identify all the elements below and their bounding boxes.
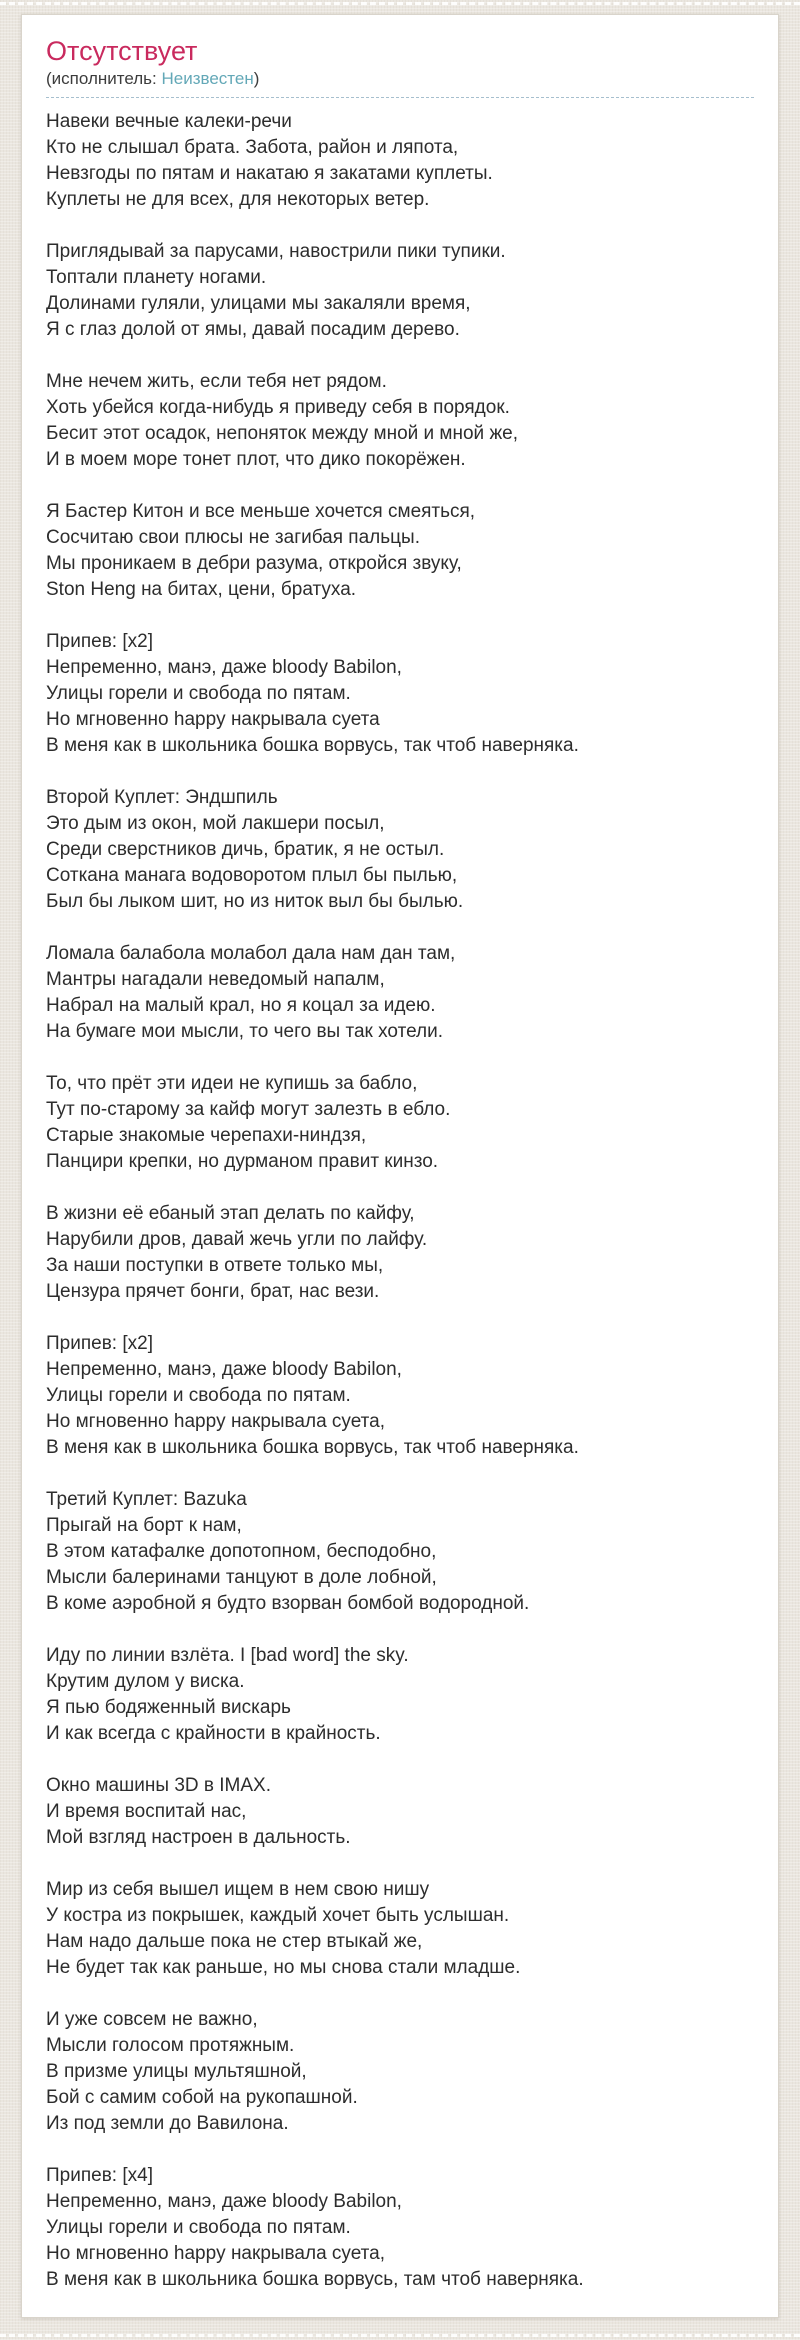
lyrics-line: Невзгоды по пятам и накатаю я закатами куплеты.	[46, 163, 493, 184]
lyrics-line: То, что прёт эти идеи не купишь за бабло,	[46, 1073, 418, 1094]
lyrics-line: Бесит этот осадок, непоняток между мной и мной же,	[46, 423, 518, 444]
lyrics-line: Тут по-старому за кайф могут залезть в ебло.	[46, 1099, 451, 1120]
lyrics-line: Среди сверстников дичь, братик, я не остыл.	[46, 839, 445, 860]
lyrics-line: Это дым из окон, мой лакшери посыл,	[46, 813, 385, 834]
stanza	[46, 785, 754, 915]
stanza	[46, 629, 754, 759]
stanza	[46, 941, 754, 1045]
stanza	[46, 239, 754, 343]
lyrics-line: В меня как в школьника бошка ворвусь, там чтоб наверняка.	[46, 2269, 584, 2290]
lyrics-line: Приглядывай за парусами, навострили пики тупики.	[46, 241, 506, 262]
lyrics-line: Мой взгляд настроен в дальность.	[46, 1827, 351, 1848]
stanza	[46, 1331, 754, 1461]
stanza	[46, 499, 754, 603]
page-bottom-perforation	[0, 2334, 800, 2337]
page-top-perforation	[0, 2, 800, 5]
stanza	[46, 1877, 754, 1981]
lyrics-line: Топтали планету ногами.	[46, 267, 267, 288]
lyrics-line: Нарубили дров, давай жечь угли по лайфу.	[46, 1229, 428, 1250]
lyrics-line: И время воспитай нас,	[46, 1801, 247, 1822]
lyrics-line: Ломала балабола молабол дала нам дан там,	[46, 943, 456, 964]
lyrics-line: Был бы лыком шит, но из ниток выл бы былью.	[46, 891, 464, 912]
stanza	[46, 369, 754, 473]
lyrics-line: В жизни её ебаный этап делать по кайфу,	[46, 1203, 415, 1224]
stanza	[46, 1773, 754, 1851]
lyrics-line: Непременно, манэ, даже bloody Babilon,	[46, 1359, 402, 1380]
lyrics-line: И в моем море тонет плот, что дико покорёжен.	[46, 449, 466, 470]
lyrics-line: Я Бастер Китон и все меньше хочется смеяться,	[46, 501, 476, 522]
lyrics-line: Панцири крепки, но дурманом правит кинзо.	[46, 1151, 439, 1172]
lyrics-line: В меня как в школьника бошка ворвусь, так чтоб наверняка.	[46, 735, 579, 756]
lyrics-line: Непременно, манэ, даже bloody Babilon,	[46, 657, 402, 678]
lyrics-line: Соткана манага водоворотом плыл бы пылью,	[46, 865, 458, 886]
lyrics-line: Улицы горели и свобода по пятам.	[46, 683, 351, 704]
lyrics-line: Из под земли до Вавилона.	[46, 2113, 289, 2134]
lyrics-card	[21, 14, 779, 2318]
lyrics-line: Припев: [x2]	[46, 1333, 153, 1354]
lyrics-line: Куплеты не для всех, для некоторых ветер.	[46, 189, 430, 210]
lyrics-line: И уже совсем не важно,	[46, 2009, 258, 2030]
lyrics-line: Кто не слышал брата. Забота, район и ляпота,	[46, 137, 459, 158]
lyrics-line: Набрал на малый крал, но я коцал за идею.	[46, 995, 436, 1016]
lyrics-line: Старые знакомые черепахи-ниндзя,	[46, 1125, 367, 1146]
performer-link[interactable]: Неизвестен	[161, 69, 254, 88]
lyrics-line: Долинами гуляли, улицами мы закаляли время,	[46, 293, 471, 314]
lyrics-line: Я пью бодяженный вискарь	[46, 1697, 291, 1718]
lyrics-line: Хоть убейся когда-нибудь я приведу себя в порядок.	[46, 397, 510, 418]
lyrics-line: Бой с самим собой на рукопашной.	[46, 2087, 358, 2108]
lyrics-line: Цензура прячет бонги, брат, нас вези.	[46, 1281, 380, 1302]
lyrics-line: Окно машины 3D в IMAX.	[46, 1775, 272, 1796]
lyrics-line: Мне нечем жить, если тебя нет рядом.	[46, 371, 387, 392]
lyrics-line: Я с глаз долой от ямы, давай посадим дерево.	[46, 319, 460, 340]
lyrics-line: Но мгновенно happy накрывала суета,	[46, 2243, 385, 2264]
lyrics-line: Сосчитаю свои плюсы не загибая пальцы.	[46, 527, 420, 548]
lyrics-line: Мысли голосом протяжным.	[46, 2035, 295, 2056]
lyrics-line: Непременно, манэ, даже bloody Babilon,	[46, 2191, 402, 2212]
lyrics-line: Второй Куплет: Эндшпиль	[46, 787, 278, 808]
lyrics-text	[46, 109, 754, 2293]
lyrics-line: Улицы горели и свобода по пятам.	[46, 1385, 351, 1406]
song-title: Отсутствует	[46, 36, 198, 66]
performer-label: (исполнитель:	[46, 69, 162, 88]
lyrics-line: И как всегда с крайности в крайность.	[46, 1723, 381, 1744]
lyrics-line: Мир из себя вышел ищем в нем свою нишу	[46, 1879, 430, 1900]
lyrics-line: Но мгновенно happy накрывала суета,	[46, 1411, 385, 1432]
lyrics-line: В меня как в школьника бошка ворвусь, так чтоб наверняка.	[46, 1437, 579, 1458]
lyrics-line: Припев: [x4]	[46, 2165, 153, 2186]
lyrics-line: Крутим дулом у виска.	[46, 1671, 245, 1692]
lyrics-line: Но мгновенно happy накрывала суета	[46, 709, 380, 730]
stanza	[46, 109, 754, 213]
lyrics-line: Ston Heng на битах, цени, братуха.	[46, 579, 357, 600]
performer-line	[46, 68, 754, 89]
lyrics-line: Нам надо дальше пока не стер втыкай же,	[46, 1931, 423, 1952]
lyrics-line: Мы проникаем в дебри разума, откройся звуку,	[46, 553, 462, 574]
lyrics-line: Припев: [x2]	[46, 631, 153, 652]
lyrics-line: На бумаге мои мысли, то чего вы так хотели.	[46, 1021, 443, 1042]
lyrics-line: За наши поступки в ответе только мы,	[46, 1255, 384, 1276]
stanza	[46, 1201, 754, 1305]
performer-close-paren: )	[253, 69, 260, 88]
stanza	[46, 1487, 754, 1617]
lyrics-line: В коме аэробной я будто взорван бомбой водородной.	[46, 1593, 530, 1614]
lyrics-line: Улицы горели и свобода по пятам.	[46, 2217, 351, 2238]
lyrics-line: У костра из покрышек, каждый хочет быть услышан.	[46, 1905, 510, 1926]
lyrics-line: Третий Куплет: Bazuka	[46, 1489, 247, 1510]
dashed-separator	[46, 97, 754, 98]
lyrics-line: Прыгай на борт к нам,	[46, 1515, 242, 1536]
stanza	[46, 2007, 754, 2137]
lyrics-line: Мантры нагадали неведомый напалм,	[46, 969, 385, 990]
lyrics-line: Мысли балеринами танцуют в доле лобной,	[46, 1567, 437, 1588]
lyrics-line: В призме улицы мультяшной,	[46, 2061, 307, 2082]
stanza	[46, 2163, 754, 2293]
lyrics-line: Иду по линии взлёта. I [bad word] the sky.	[46, 1645, 409, 1666]
lyrics-line: Не будет так как раньше, но мы снова стали младше.	[46, 1957, 521, 1978]
stanza	[46, 1643, 754, 1747]
lyrics-line: В этом катафалке допотопном, бесподобно,	[46, 1541, 437, 1562]
stanza	[46, 1071, 754, 1175]
lyrics-line: Навеки вечные калеки-речи	[46, 111, 292, 132]
